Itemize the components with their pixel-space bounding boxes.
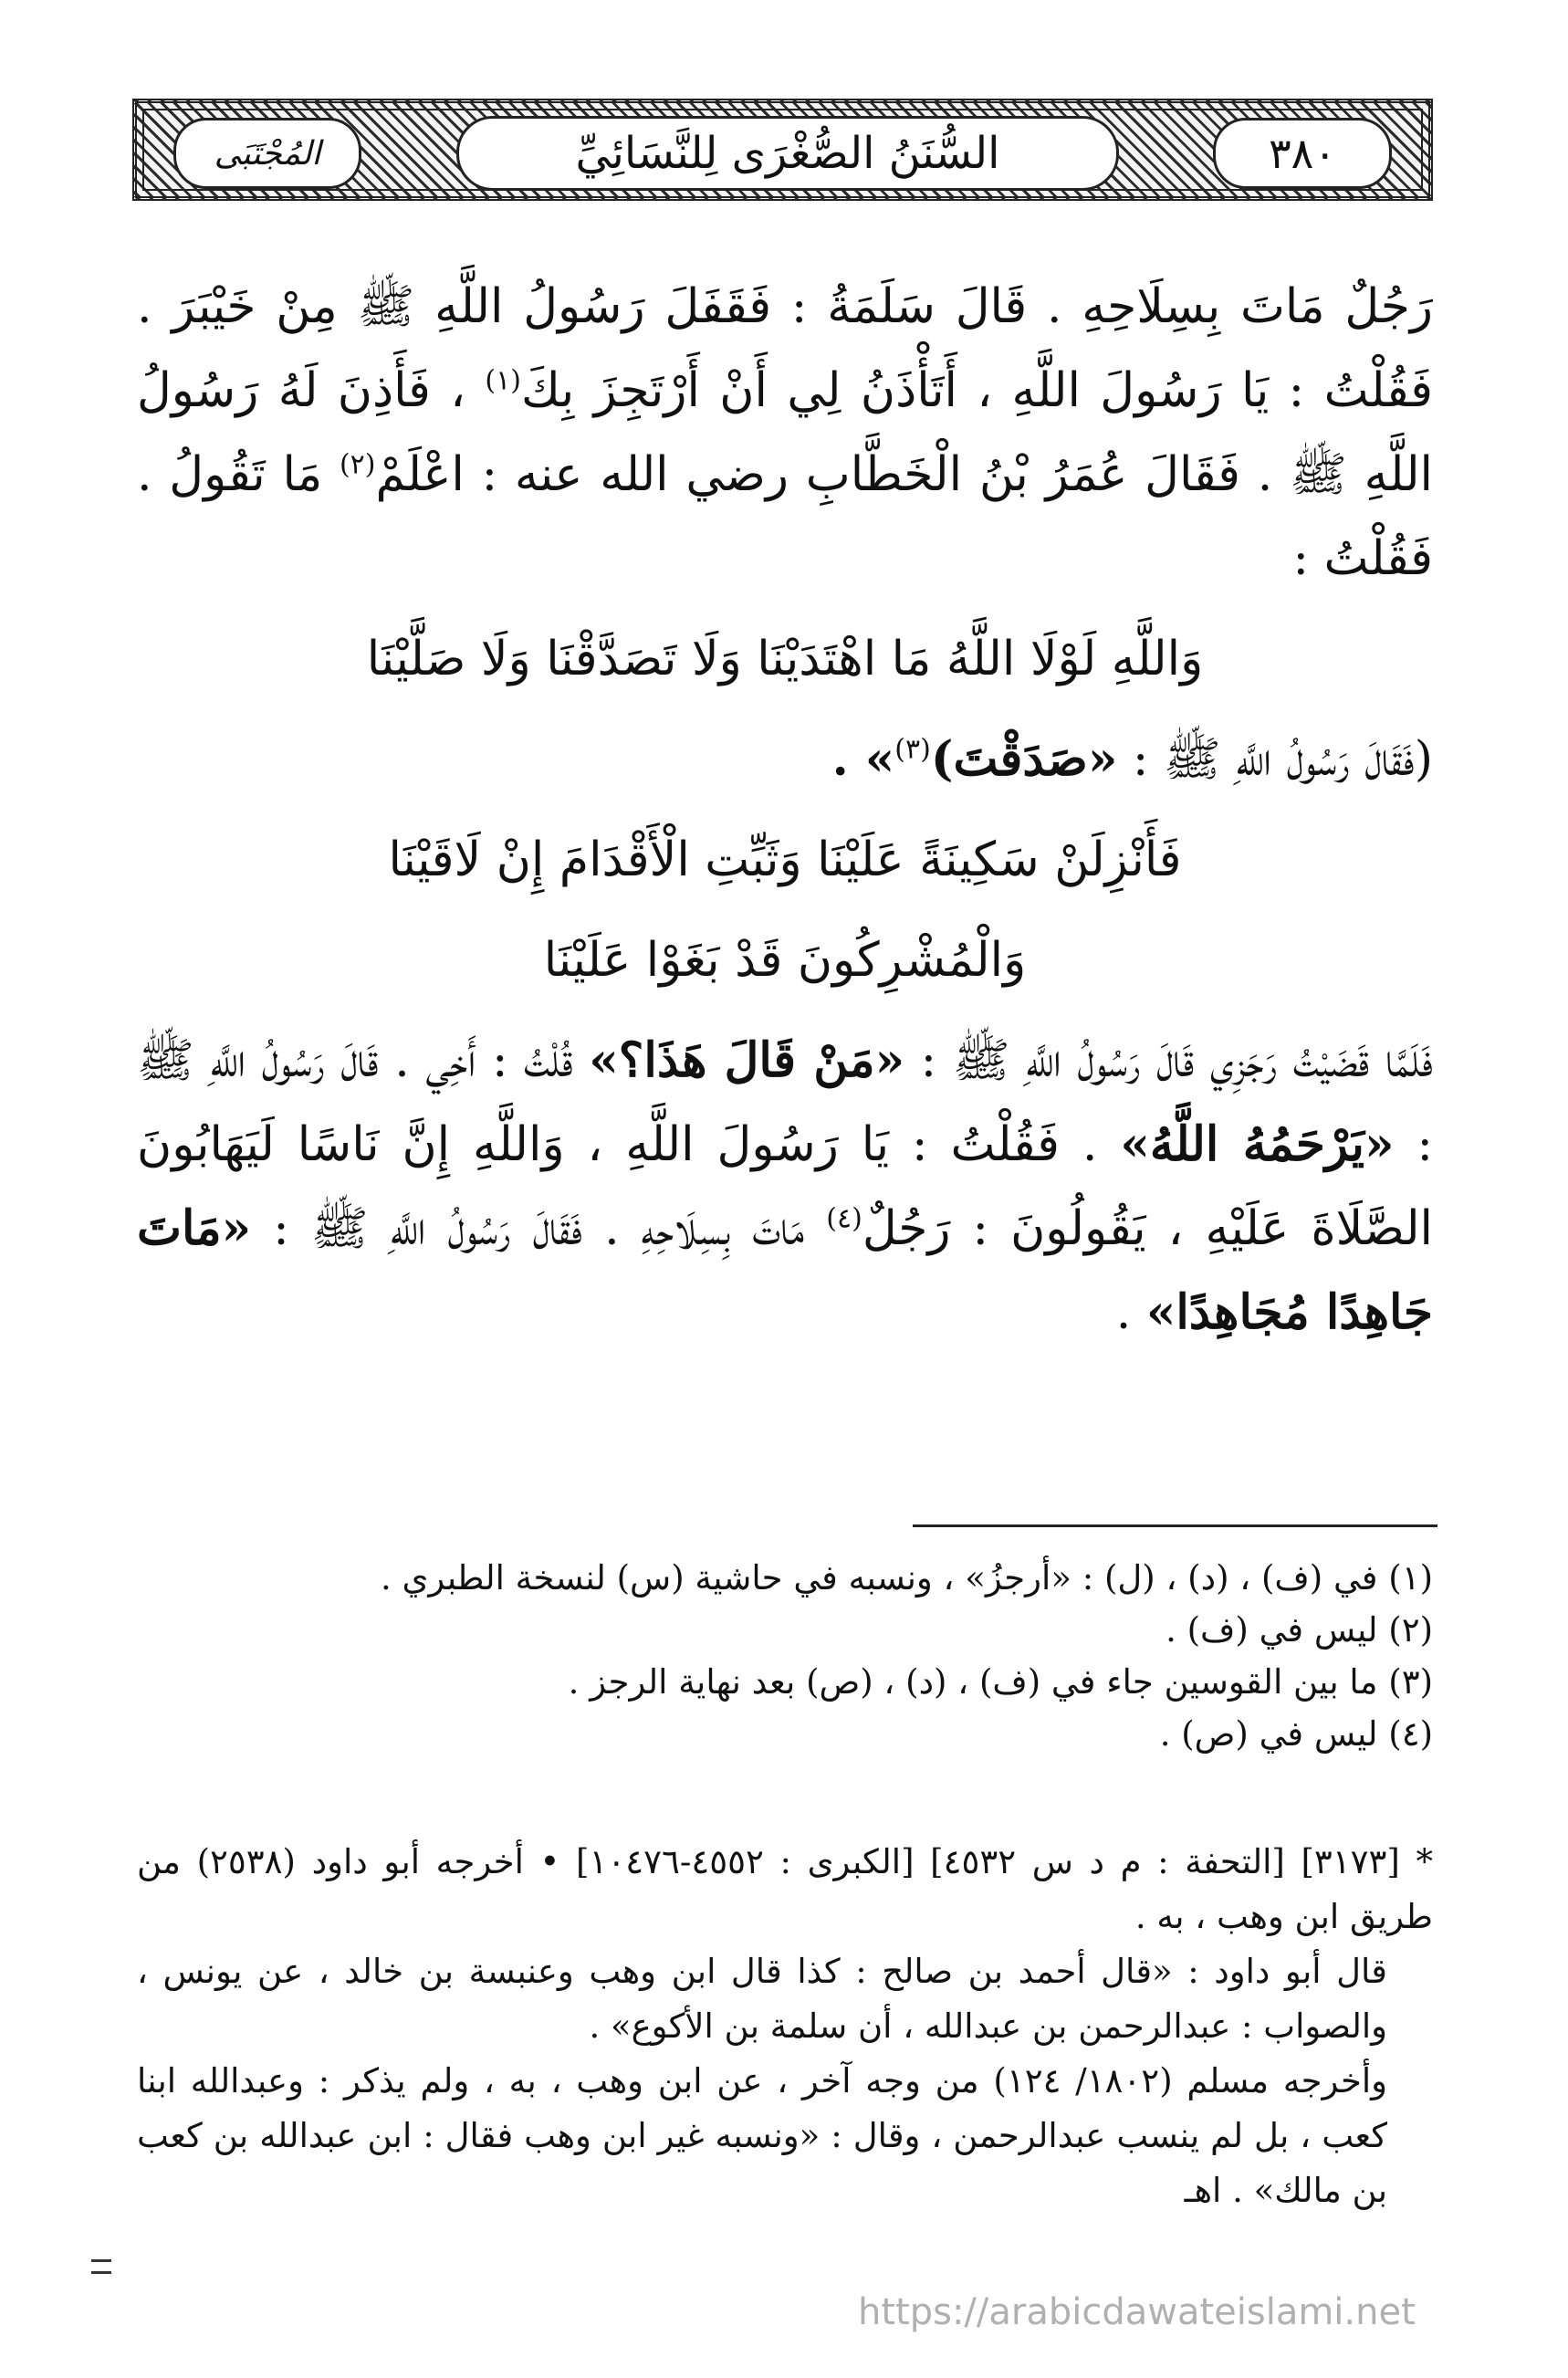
prophet-quote: «يَرْحَمُهُ اللَّهُ» bbox=[1120, 1116, 1395, 1172]
text-segment: . فَقُلْتُ : يَا رَسُولَ اللَّهِ ، وَاللَّهِ إِنَّ نَاسًا لَيَهَابُونَ الصَّلَاةَ عَلَيْهِ ، يَقُولُونَ : رَجُلٌ bbox=[137, 1117, 1433, 1256]
footnote-ref-3[interactable]: (٣) bbox=[894, 733, 931, 766]
text-segment: قُلْتُ : أَخِي . قَالَ رَسُولُ اللَّهِ ﷺ : bbox=[137, 1033, 1433, 1172]
text-segment: فَلَمَّا قَضَيْتُ رَجَزِي قَالَ رَسُولُ اللَّهِ ﷺ : bbox=[904, 1033, 1433, 1088]
page-header bbox=[132, 99, 1433, 201]
text-segment: (فَقَالَ رَسُولُ اللَّهِ ﷺ : bbox=[1117, 732, 1433, 787]
prophet-quote: «صَدَقْتَ) bbox=[930, 731, 1118, 787]
series-title: المُجْتَبَى bbox=[214, 134, 321, 173]
footnote-1: (١) في (ف) ، (د) ، (ل) : «أرجزُ» ، ونسبه في حاشية (س) لنسخة الطبري . bbox=[380, 1558, 1433, 1598]
text-segment: مَاتَ بِسِلَاحِهِ . فَقَالَ رَسُولُ اللَّهِ ﷺ : bbox=[251, 1201, 827, 1256]
prophet-quote: «مَاتَ جَاهِدًا مُجَاهِدًا» bbox=[137, 1200, 1433, 1340]
text-segment: ، فَأَذِنَ لَهُ رَسُولُ اللَّهِ ﷺ . فَقَالَ عُمَرُ بْنُ الْخَطَّابِ رضي الله عنه : اعْلَمْ bbox=[137, 363, 1433, 502]
footnote-ref-4[interactable]: (٤) bbox=[826, 1202, 862, 1235]
page-number-cartouche bbox=[1213, 118, 1392, 189]
text-segment: مَا تَقُولُ . فَقُلْتُ : bbox=[137, 447, 1433, 586]
page-number: ٣٨٠ bbox=[1268, 129, 1337, 178]
takhrij-line-1: * [٣١٧٣] [التحفة : م د س ٤٥٣٢] [الكبرى : ٤٥٥٢-١٠٤٧٦] • أخرجه أبو داود (٢٥٣٨) من طريق ابن وهب ، به . bbox=[137, 1842, 1433, 1936]
book-title: السُّنَنُ الصُّغْرَى لِلنَّسَائِيِّ bbox=[575, 128, 1000, 179]
text-segment: رَجُلٌ مَاتَ بِسِلَاحِهِ . قَالَ سَلَمَةُ : فَقَفَلَ رَسُولُ اللَّهِ ﷺ مِنْ خَيْبَرَ . فَقُلْتُ : يَا رَسُولَ اللَّهِ ، أَتَأْذَنُ لِي أَنْ أَرْتَجِزَ بِكَ bbox=[137, 279, 1434, 418]
poem-verse-2: فَأَنْزِلَنْ سَكِينَةً عَلَيْنَا وَثَبِّتِ الْأَقْدَامَ إِنْ لَاقَيْنَا bbox=[388, 833, 1182, 887]
poem-verse-3: وَالْمُشْرِكُونَ قَدْ بَغَوْا عَلَيْنَا bbox=[543, 933, 1027, 988]
footnote-ref-2[interactable]: (٢) bbox=[339, 448, 376, 481]
footnotes bbox=[137, 1552, 1433, 1760]
paragraph-3 bbox=[137, 1019, 1433, 1355]
series-cartouche bbox=[173, 118, 361, 189]
margin-mark bbox=[91, 2259, 111, 2274]
footnote-separator bbox=[913, 1524, 1437, 1527]
paragraph-2 bbox=[137, 718, 1433, 801]
prophet-quote: «مَنْ قَالَ هَذَا؟» bbox=[589, 1032, 905, 1088]
text-segment: . bbox=[1115, 1285, 1146, 1340]
title-cartouche bbox=[456, 116, 1119, 191]
text-segment: » . bbox=[831, 731, 895, 787]
poem-verse-1: وَاللَّهِ لَوْلَا اللَّهُ مَا اهْتَدَيْنَا وَلَا تَصَدَّقْنَا وَلَا صَلَّيْنَا bbox=[366, 632, 1204, 686]
paragraph-1 bbox=[137, 265, 1433, 601]
watermark-url: https://arabicdawateislami.net bbox=[858, 2291, 1416, 2333]
footnote-3: (٣) ما بين القوسين جاء في (ف) ، (د) ، (ص) بعد نهاية الرجز . bbox=[568, 1662, 1433, 1702]
takhrij-notes bbox=[137, 1835, 1433, 2218]
footnote-4: (٤) ليس في (ص) . bbox=[1159, 1714, 1433, 1754]
takhrij-line-3: وأخرجه مسلم (١٨٠٢/ ١٢٤) من وجه آخر ، عن ابن وهب ، به ، ولم يذكر : وعبدالله ابنا كعب ، بل لم ينسب عبدالرحمن ، وقال : «ونسبه غير ابن وهب فقال : ابن عبدالله بن كعب بن مالك» . اهـ bbox=[137, 2061, 1387, 2210]
main-text bbox=[137, 265, 1433, 1355]
takhrij-line-2: قال أبو داود : «قال أحمد بن صالح : كذا قال ابن وهب وعنبسة بن خالد ، عن يونس ، والصواب : عبدالرحمن بن عبدالله ، أن سلمة بن الأكوع» . bbox=[137, 1952, 1387, 2046]
footnote-ref-1[interactable]: (١) bbox=[485, 364, 521, 397]
footnote-2: (٢) ليس في (ف) . bbox=[1166, 1610, 1433, 1650]
